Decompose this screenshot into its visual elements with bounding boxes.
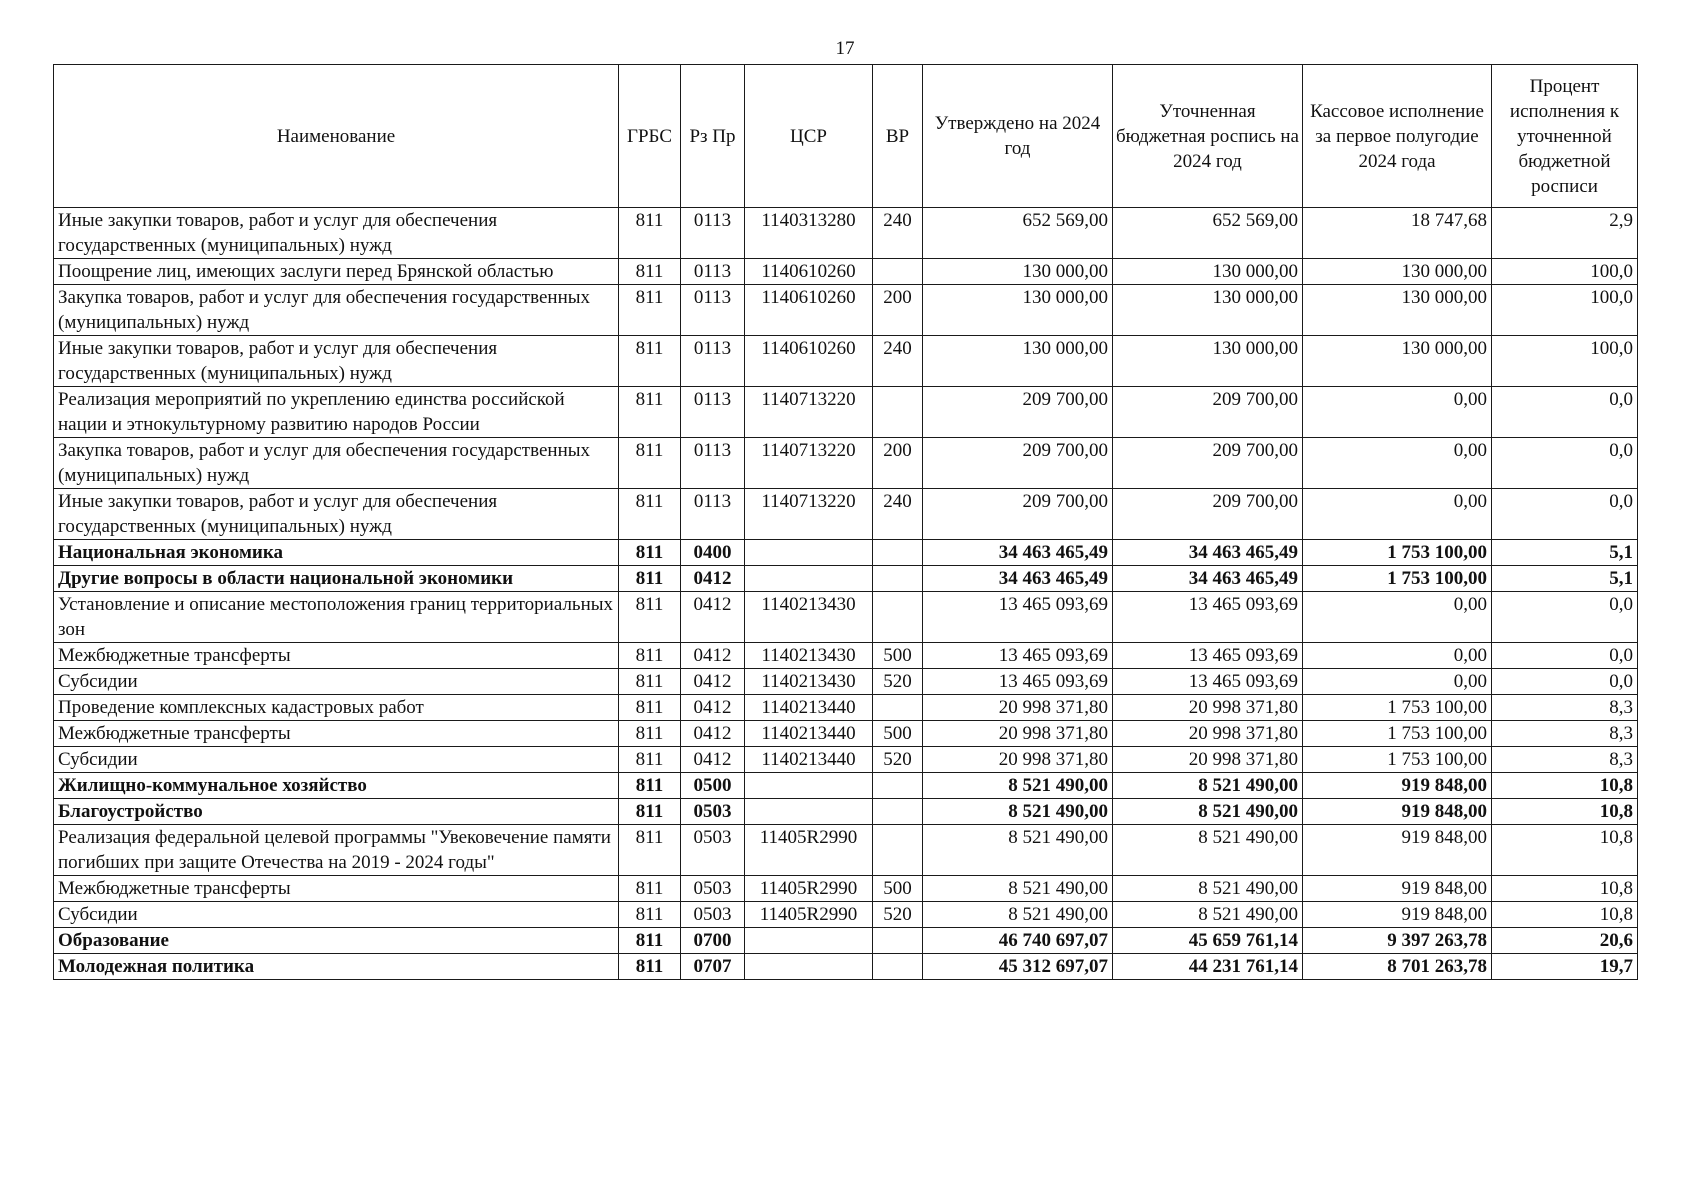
refined-cell: 652 569,00: [1113, 208, 1303, 259]
csr-cell: 1140213440: [745, 747, 873, 773]
refined-cell: 8 521 490,00: [1113, 902, 1303, 928]
csr-cell: 1140213440: [745, 695, 873, 721]
approved-cell: 13 465 093,69: [923, 643, 1113, 669]
vr-cell: 240: [873, 489, 923, 540]
refined-cell: 8 521 490,00: [1113, 773, 1303, 799]
refined-cell: 20 998 371,80: [1113, 721, 1303, 747]
column-header-name: Наименование: [54, 65, 619, 208]
rzpr-cell: 0412: [681, 566, 745, 592]
column-header-refined: Уточненная бюджетная роспись на 2024 год: [1113, 65, 1303, 208]
grbs-cell: 811: [619, 489, 681, 540]
grbs-cell: 811: [619, 928, 681, 954]
grbs-cell: 811: [619, 721, 681, 747]
percent-cell: 10,8: [1492, 773, 1638, 799]
cash-cell: 0,00: [1303, 489, 1492, 540]
refined-cell: 20 998 371,80: [1113, 747, 1303, 773]
vr-cell: 240: [873, 336, 923, 387]
cash-cell: 130 000,00: [1303, 336, 1492, 387]
percent-cell: 0,0: [1492, 643, 1638, 669]
csr-cell: [745, 954, 873, 980]
percent-cell: 0,0: [1492, 438, 1638, 489]
csr-cell: [745, 799, 873, 825]
name-cell: Благоустройство: [54, 799, 619, 825]
refined-cell: 209 700,00: [1113, 438, 1303, 489]
refined-cell: 8 521 490,00: [1113, 825, 1303, 876]
table-row: [54, 387, 1638, 438]
table-row: [54, 747, 1638, 773]
table-row: [54, 438, 1638, 489]
approved-cell: 209 700,00: [923, 438, 1113, 489]
rzpr-cell: 0113: [681, 387, 745, 438]
name-cell: Реализация федеральной целевой программы "Увековечение памяти погибших при защите Отечества на 2019 - 2024 годы": [54, 825, 619, 876]
grbs-cell: 811: [619, 902, 681, 928]
csr-cell: 1140610260: [745, 259, 873, 285]
rzpr-cell: 0113: [681, 489, 745, 540]
cash-cell: 1 753 100,00: [1303, 721, 1492, 747]
rzpr-cell: 0400: [681, 540, 745, 566]
page-number: 17: [835, 38, 855, 59]
cash-cell: 1 753 100,00: [1303, 747, 1492, 773]
column-header-percent: Процент исполнения к уточненной бюджетной росписи: [1492, 65, 1638, 208]
rzpr-cell: 0412: [681, 669, 745, 695]
refined-cell: 13 465 093,69: [1113, 592, 1303, 643]
column-header-rzpr: Рз Пр: [681, 65, 745, 208]
percent-cell: 100,0: [1492, 259, 1638, 285]
vr-cell: 240: [873, 208, 923, 259]
name-cell: Другие вопросы в области национальной экономики: [54, 566, 619, 592]
column-header-cash: Кассовое исполнение за первое полугодие 2024 года: [1303, 65, 1492, 208]
rzpr-cell: 0500: [681, 773, 745, 799]
vr-cell: [873, 773, 923, 799]
percent-cell: 19,7: [1492, 954, 1638, 980]
table-row: [54, 773, 1638, 799]
approved-cell: 130 000,00: [923, 336, 1113, 387]
name-cell: Реализация мероприятий по укреплению единства российской нации и этнокультурному развитию народов России: [54, 387, 619, 438]
rzpr-cell: 0503: [681, 876, 745, 902]
grbs-cell: 811: [619, 643, 681, 669]
cash-cell: 0,00: [1303, 592, 1492, 643]
vr-cell: [873, 954, 923, 980]
csr-cell: [745, 540, 873, 566]
approved-cell: 652 569,00: [923, 208, 1113, 259]
rzpr-cell: 0113: [681, 438, 745, 489]
table-row: [54, 336, 1638, 387]
percent-cell: 10,8: [1492, 876, 1638, 902]
name-cell: Межбюджетные трансферты: [54, 643, 619, 669]
vr-cell: [873, 592, 923, 643]
column-header-approved: Утверждено на 2024 год: [923, 65, 1113, 208]
table-row: [54, 285, 1638, 336]
grbs-cell: 811: [619, 773, 681, 799]
cash-cell: 0,00: [1303, 669, 1492, 695]
grbs-cell: 811: [619, 669, 681, 695]
csr-cell: 1140713220: [745, 387, 873, 438]
csr-cell: [745, 566, 873, 592]
table-body: [54, 208, 1638, 980]
approved-cell: 20 998 371,80: [923, 721, 1113, 747]
column-header-csr: ЦСР: [745, 65, 873, 208]
refined-cell: 34 463 465,49: [1113, 566, 1303, 592]
grbs-cell: 811: [619, 566, 681, 592]
refined-cell: 34 463 465,49: [1113, 540, 1303, 566]
cash-cell: 130 000,00: [1303, 259, 1492, 285]
grbs-cell: 811: [619, 336, 681, 387]
vr-cell: [873, 540, 923, 566]
vr-cell: 520: [873, 902, 923, 928]
approved-cell: 8 521 490,00: [923, 799, 1113, 825]
cash-cell: 1 753 100,00: [1303, 540, 1492, 566]
vr-cell: 500: [873, 876, 923, 902]
csr-cell: 1140610260: [745, 336, 873, 387]
vr-cell: [873, 825, 923, 876]
vr-cell: [873, 695, 923, 721]
rzpr-cell: 0412: [681, 747, 745, 773]
approved-cell: 8 521 490,00: [923, 876, 1113, 902]
percent-cell: 20,6: [1492, 928, 1638, 954]
cash-cell: 1 753 100,00: [1303, 566, 1492, 592]
budget-table: [53, 64, 1638, 980]
table-row: [54, 695, 1638, 721]
cash-cell: 8 701 263,78: [1303, 954, 1492, 980]
percent-cell: 0,0: [1492, 592, 1638, 643]
percent-cell: 10,8: [1492, 799, 1638, 825]
refined-cell: 13 465 093,69: [1113, 669, 1303, 695]
rzpr-cell: 0707: [681, 954, 745, 980]
grbs-cell: 811: [619, 695, 681, 721]
percent-cell: 0,0: [1492, 489, 1638, 540]
approved-cell: 34 463 465,49: [923, 540, 1113, 566]
percent-cell: 5,1: [1492, 566, 1638, 592]
name-cell: Иные закупки товаров, работ и услуг для обеспечения государственных (муниципальных) нужд: [54, 208, 619, 259]
approved-cell: 8 521 490,00: [923, 773, 1113, 799]
header-row: [54, 65, 1638, 208]
refined-cell: 209 700,00: [1113, 387, 1303, 438]
table-row: [54, 259, 1638, 285]
rzpr-cell: 0412: [681, 592, 745, 643]
vr-cell: 500: [873, 643, 923, 669]
grbs-cell: 811: [619, 825, 681, 876]
csr-cell: 1140713220: [745, 438, 873, 489]
cash-cell: 9 397 263,78: [1303, 928, 1492, 954]
approved-cell: 13 465 093,69: [923, 592, 1113, 643]
column-header-vr: ВР: [873, 65, 923, 208]
refined-cell: 130 000,00: [1113, 285, 1303, 336]
percent-cell: 5,1: [1492, 540, 1638, 566]
approved-cell: 20 998 371,80: [923, 695, 1113, 721]
csr-cell: 1140610260: [745, 285, 873, 336]
approved-cell: 130 000,00: [923, 285, 1113, 336]
rzpr-cell: 0503: [681, 902, 745, 928]
approved-cell: 130 000,00: [923, 259, 1113, 285]
grbs-cell: 811: [619, 387, 681, 438]
name-cell: Установление и описание местоположения границ территориальных зон: [54, 592, 619, 643]
csr-cell: 11405R2990: [745, 825, 873, 876]
vr-cell: 500: [873, 721, 923, 747]
csr-cell: 1140713220: [745, 489, 873, 540]
table-row: [54, 825, 1638, 876]
csr-cell: [745, 773, 873, 799]
approved-cell: 13 465 093,69: [923, 669, 1113, 695]
cash-cell: 0,00: [1303, 438, 1492, 489]
grbs-cell: 811: [619, 438, 681, 489]
rzpr-cell: 0113: [681, 208, 745, 259]
grbs-cell: 811: [619, 285, 681, 336]
percent-cell: 8,3: [1492, 721, 1638, 747]
cash-cell: 919 848,00: [1303, 799, 1492, 825]
table-row: [54, 208, 1638, 259]
table-row: [54, 928, 1638, 954]
table-row: [54, 489, 1638, 540]
rzpr-cell: 0113: [681, 336, 745, 387]
csr-cell: 1140213430: [745, 592, 873, 643]
percent-cell: 8,3: [1492, 747, 1638, 773]
table-row: [54, 540, 1638, 566]
percent-cell: 0,0: [1492, 669, 1638, 695]
grbs-cell: 811: [619, 876, 681, 902]
cash-cell: 919 848,00: [1303, 825, 1492, 876]
approved-cell: 34 463 465,49: [923, 566, 1113, 592]
rzpr-cell: 0700: [681, 928, 745, 954]
csr-cell: 1140313280: [745, 208, 873, 259]
name-cell: Молодежная политика: [54, 954, 619, 980]
vr-cell: 200: [873, 438, 923, 489]
name-cell: Закупка товаров, работ и услуг для обеспечения государственных (муниципальных) нужд: [54, 285, 619, 336]
name-cell: Иные закупки товаров, работ и услуг для обеспечения государственных (муниципальных) нужд: [54, 489, 619, 540]
vr-cell: [873, 799, 923, 825]
table-row: [54, 721, 1638, 747]
cash-cell: 0,00: [1303, 387, 1492, 438]
rzpr-cell: 0113: [681, 259, 745, 285]
name-cell: Поощрение лиц, имеющих заслуги перед Брянской областью: [54, 259, 619, 285]
table-row: [54, 876, 1638, 902]
rzpr-cell: 0412: [681, 643, 745, 669]
refined-cell: 8 521 490,00: [1113, 876, 1303, 902]
cash-cell: 919 848,00: [1303, 902, 1492, 928]
rzpr-cell: 0113: [681, 285, 745, 336]
csr-cell: 1140213430: [745, 643, 873, 669]
approved-cell: 20 998 371,80: [923, 747, 1113, 773]
vr-cell: [873, 928, 923, 954]
name-cell: Субсидии: [54, 747, 619, 773]
name-cell: Образование: [54, 928, 619, 954]
refined-cell: 130 000,00: [1113, 336, 1303, 387]
table-row: [54, 954, 1638, 980]
csr-cell: 1140213440: [745, 721, 873, 747]
csr-cell: 11405R2990: [745, 876, 873, 902]
name-cell: Межбюджетные трансферты: [54, 721, 619, 747]
approved-cell: 209 700,00: [923, 489, 1113, 540]
name-cell: Жилищно-коммунальное хозяйство: [54, 773, 619, 799]
table-row: [54, 592, 1638, 643]
name-cell: Национальная экономика: [54, 540, 619, 566]
name-cell: Межбюджетные трансферты: [54, 876, 619, 902]
refined-cell: 44 231 761,14: [1113, 954, 1303, 980]
cash-cell: 919 848,00: [1303, 876, 1492, 902]
rzpr-cell: 0412: [681, 721, 745, 747]
grbs-cell: 811: [619, 540, 681, 566]
grbs-cell: 811: [619, 592, 681, 643]
approved-cell: 8 521 490,00: [923, 902, 1113, 928]
cash-cell: 919 848,00: [1303, 773, 1492, 799]
refined-cell: 20 998 371,80: [1113, 695, 1303, 721]
cash-cell: 130 000,00: [1303, 285, 1492, 336]
grbs-cell: 811: [619, 208, 681, 259]
table-row: [54, 902, 1638, 928]
percent-cell: 10,8: [1492, 902, 1638, 928]
table-row: [54, 669, 1638, 695]
grbs-cell: 811: [619, 799, 681, 825]
percent-cell: 8,3: [1492, 695, 1638, 721]
name-cell: Субсидии: [54, 902, 619, 928]
refined-cell: 209 700,00: [1113, 489, 1303, 540]
vr-cell: 200: [873, 285, 923, 336]
approved-cell: 45 312 697,07: [923, 954, 1113, 980]
table-row: [54, 799, 1638, 825]
vr-cell: 520: [873, 669, 923, 695]
percent-cell: 100,0: [1492, 285, 1638, 336]
refined-cell: 45 659 761,14: [1113, 928, 1303, 954]
percent-cell: 100,0: [1492, 336, 1638, 387]
percent-cell: 10,8: [1492, 825, 1638, 876]
cash-cell: 1 753 100,00: [1303, 695, 1492, 721]
refined-cell: 8 521 490,00: [1113, 799, 1303, 825]
approved-cell: 209 700,00: [923, 387, 1113, 438]
rzpr-cell: 0412: [681, 695, 745, 721]
vr-cell: [873, 387, 923, 438]
refined-cell: 13 465 093,69: [1113, 643, 1303, 669]
table-row: [54, 643, 1638, 669]
percent-cell: 2,9: [1492, 208, 1638, 259]
rzpr-cell: 0503: [681, 799, 745, 825]
percent-cell: 0,0: [1492, 387, 1638, 438]
name-cell: Проведение комплексных кадастровых работ: [54, 695, 619, 721]
name-cell: Закупка товаров, работ и услуг для обеспечения государственных (муниципальных) нужд: [54, 438, 619, 489]
grbs-cell: 811: [619, 954, 681, 980]
csr-cell: 11405R2990: [745, 902, 873, 928]
approved-cell: 8 521 490,00: [923, 825, 1113, 876]
vr-cell: 520: [873, 747, 923, 773]
name-cell: Субсидии: [54, 669, 619, 695]
refined-cell: 130 000,00: [1113, 259, 1303, 285]
table-row: [54, 566, 1638, 592]
csr-cell: [745, 928, 873, 954]
approved-cell: 46 740 697,07: [923, 928, 1113, 954]
column-header-grbs: ГРБС: [619, 65, 681, 208]
vr-cell: [873, 259, 923, 285]
csr-cell: 1140213430: [745, 669, 873, 695]
rzpr-cell: 0503: [681, 825, 745, 876]
cash-cell: 0,00: [1303, 643, 1492, 669]
grbs-cell: 811: [619, 747, 681, 773]
name-cell: Иные закупки товаров, работ и услуг для обеспечения государственных (муниципальных) нужд: [54, 336, 619, 387]
cash-cell: 18 747,68: [1303, 208, 1492, 259]
vr-cell: [873, 566, 923, 592]
grbs-cell: 811: [619, 259, 681, 285]
